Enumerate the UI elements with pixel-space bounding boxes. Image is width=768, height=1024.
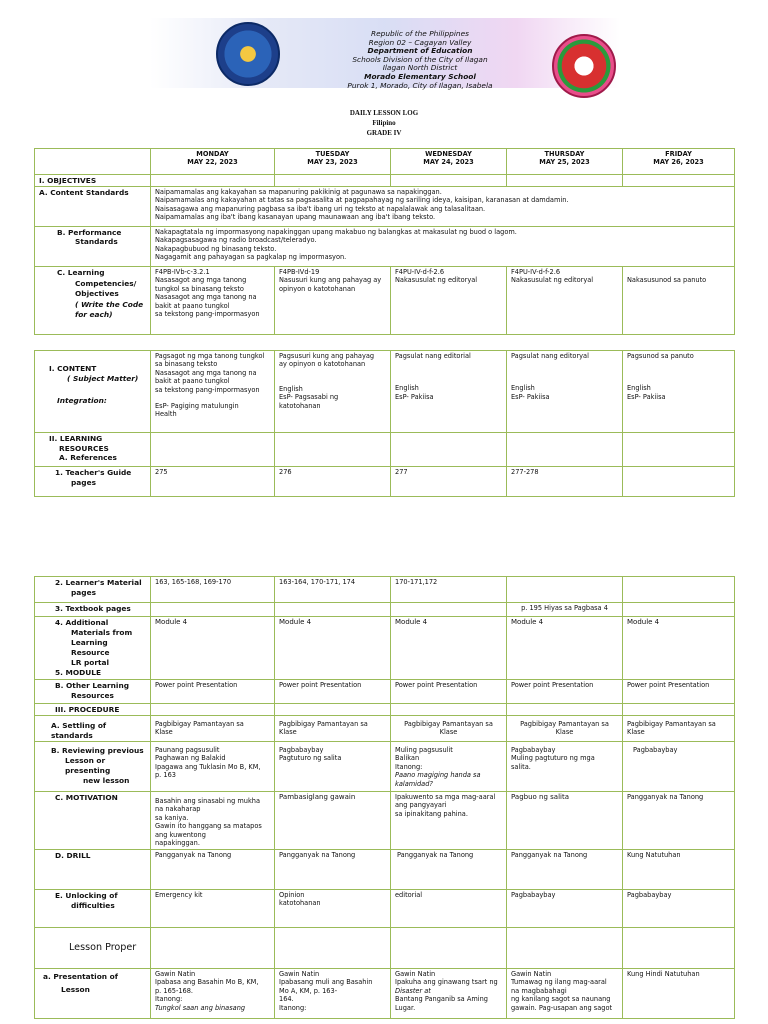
deped-division-seal-icon [216, 22, 280, 86]
content-standards-text: Naipamamalas ang kakayahan sa mapanuring pakikinig at pagunawa sa napakinggan. Naipamamalas ang kakayahan at tatas sa pagsasalita at pagpapahayag ng sariling ideya, kaisipan, karanasan at damdamin. Naisasagawa ang mapanuring pagbasa sa iba't ibang uri ng teksto at napalalawak ang talasalitaan. Naipamamalas ang iba't ibang kasanayan upang maunawaan ang iba't ibang teksto. [151, 187, 735, 227]
grade-line: GRADE IV [366, 129, 402, 137]
review-cell: Pagbabaybay Pagtuturo ng salita [275, 742, 391, 792]
competencies-row [35, 267, 735, 335]
day-header-row [35, 149, 735, 175]
learners-material-row [35, 577, 735, 603]
content-cell: Pagsulat nang editorial English EsP- Pakiisa [391, 351, 507, 433]
letterhead [0, 0, 768, 100]
header-address: Purok 1, Morado, City of Ilagan, Isabela [347, 80, 493, 90]
learners-material-label: 2. Learner's Material pages [35, 577, 151, 603]
competency-cell: F4PU-IV-d-f-2.6 Nakasusulat ng editoryal [391, 267, 507, 335]
setting-cell: Pagbibigay Pamantayan sa Klase [507, 716, 623, 742]
drill-cell: Pangganyak na Tanong [151, 850, 275, 890]
performance-standards-label: B. Performance Standards [35, 227, 151, 267]
content-standards-row [35, 187, 735, 227]
unlock-cell: Pagbabaybay [623, 890, 735, 928]
competencies-label: C. Learning Competencies/ Objectives ( Write the Code for each) [35, 267, 151, 335]
tg-pages-cell: 277 [391, 467, 507, 497]
day-header: WEDNESDAY MAY 24, 2023 [391, 149, 507, 175]
letterhead-text [300, 30, 540, 90]
additional-materials-label: 4. Additional Materials from Learning Resource LR portal 5. MODULE [35, 617, 151, 680]
motivation-cell: Ipakuwento sa mga mag-aaral ang pangyayari sa ipinakitang pahina. [391, 792, 507, 850]
competency-cell: Nakasusunod sa panuto [623, 267, 735, 335]
tg-pages-cell: 277-278 [507, 467, 623, 497]
review-cell: Muling pagsusulit Balikan Itanong: Paano magiging handa sa kalamidad? [391, 742, 507, 792]
motivation-row [35, 792, 735, 850]
presentation-cell: Kung Hindi Natutuhan [623, 969, 735, 1019]
review-cell: Pagbabaybay [623, 742, 735, 792]
performance-standards-row [35, 227, 735, 267]
unlock-cell: editorial [391, 890, 507, 928]
title-line: DAILY LESSON LOG [349, 109, 419, 117]
competency-cell: F4PU-IV-d-f-2.6 Nakasusulat ng editoryal [507, 267, 623, 335]
lesson-log-table-content [34, 350, 735, 497]
header-department: Department of Education [367, 46, 473, 56]
content-cell: Pagsusuri kung ang pahayag ay opinyon o katotohanan English EsP- Pagsasabi ng katotohanan [275, 351, 391, 433]
presentation-cell: Gawin Natin Ipakuha ang ginawang tsart ng Disaster at Bantang Panganib sa Aming Lugar. [391, 969, 507, 1019]
review-cell: Paunang pagsusulit Paghawan ng Balakid Ipagawa ang Tuklasin Mo B, KM, p. 163 [151, 742, 275, 792]
unlocking-row [35, 890, 735, 928]
lesson-proper-label: Lesson Proper [35, 928, 151, 969]
teachers-guide-row [35, 467, 735, 497]
module-cell: Module 4 [507, 617, 623, 680]
content-cell: Pagsulat nang editoryal English EsP- Pakiisa [507, 351, 623, 433]
content-cell: Pagsunod sa panuto English EsP- Pakiisa [623, 351, 735, 433]
header-line: Schools Division of the City of Ilagan [352, 54, 488, 64]
learning-resources-label: II. LEARNING RESOURCES A. References [35, 433, 151, 467]
motivation-cell: Pangganyak na Tanong [623, 792, 735, 850]
setting-cell: Pagbibigay Pamantayan sa Klase [275, 716, 391, 742]
header-school: Morado Elementary School [364, 71, 476, 81]
module-cell: Module 4 [623, 617, 735, 680]
day-header: FRIDAY MAY 26, 2023 [623, 149, 735, 175]
setting-cell: Pagbibigay Pamantayan sa Klase [623, 716, 735, 742]
other-resources-row [35, 680, 735, 704]
other-resources-cell: Power point Presentation [151, 680, 275, 704]
lm-pages-cell: 163, 165-168, 169-170 [151, 577, 275, 603]
other-resources-cell: Power point Presentation [275, 680, 391, 704]
presentation-cell: Gawin Natin Ipabasang muli ang Basahin Mo A, KM, p. 163- 164. Itanong: [275, 969, 391, 1019]
tg-pages-cell: 275 [151, 467, 275, 497]
presentation-cell: Gawin Natin Ipabasa ang Basahin Mo B, KM, p. 165-168. Itanong: Tungkol saan ang binasang [151, 969, 275, 1019]
module-cell: Module 4 [275, 617, 391, 680]
presentation-label: a. Presentation of Lesson [35, 969, 151, 1019]
other-resources-cell: Power point Presentation [623, 680, 735, 704]
module-cell: Module 4 [391, 617, 507, 680]
subject-line: Filipino [372, 119, 396, 127]
lm-pages-cell [623, 577, 735, 603]
content-standards-label: A. Content Standards [35, 187, 151, 227]
review-cell: Pagbabaybay Muling pagtuturo ng mga salita. [507, 742, 623, 792]
presentation-row [35, 969, 735, 1019]
competency-cell: F4PB-IVb-c-3.2.1 Nasasagot ang mga tanong tungkol sa binasang teksto Nasasagot ang mga tanong na bakit at paano tungkol sa tekstong pang-impormasyon [151, 267, 275, 335]
objectives-label: I. OBJECTIVES [35, 175, 151, 187]
competency-cell: F4PB-IVd-19 Nasusuri kung ang pahayag ay opinyon o katotohanan [275, 267, 391, 335]
learning-resources-row [35, 433, 735, 467]
tg-pages-cell [623, 467, 735, 497]
other-resources-label: B. Other Learning Resources [35, 680, 151, 704]
setting-standards-row [35, 716, 735, 742]
drill-cell: Pangganyak na Tanong [275, 850, 391, 890]
lesson-proper-row [35, 928, 735, 969]
tg-pages-cell: 276 [275, 467, 391, 497]
unlock-cell: Emergency kit [151, 890, 275, 928]
lesson-log-table-objectives [34, 148, 735, 335]
setting-cell: Pagbibigay Pamantayan sa Klase [151, 716, 275, 742]
other-resources-cell: Power point Presentation [391, 680, 507, 704]
unlocking-label: E. Unlocking of difficulties [35, 890, 151, 928]
unlock-cell: Pagbabaybay [507, 890, 623, 928]
performance-standards-text: Nakapagtatala ng impormasyong napakinggan upang makabuo ng balangkas at makasulat ng buod o lagom. Nakapagsasagawa ng radio broadcast/teleradyo. Nakapagbubuod ng binasang teksto. Nagagamit ang pahayagan sa pagkalap ng impormasyon. [151, 227, 735, 267]
lm-pages-cell: 170-171,172 [391, 577, 507, 603]
other-resources-cell: Power point Presentation [507, 680, 623, 704]
setting-standards-label: A. Settling of standards [35, 716, 151, 742]
content-cell: Pagsagot ng mga tanong tungkol sa binasang teksto Nasasagot ang mga tanong na bakit at paano tungkol sa tekstong pang-impormasyon EsP- Pagiging matulungin Health [151, 351, 275, 433]
content-label: I. CONTENT ( Subject Matter) Integration: [35, 351, 151, 433]
day-header: THURSDAY MAY 25, 2023 [507, 149, 623, 175]
drill-cell: Pangganyak na Tanong [391, 850, 507, 890]
day-header: TUESDAY MAY 23, 2023 [275, 149, 391, 175]
lm-pages-cell [507, 577, 623, 603]
motivation-cell: Pagbuo ng salita [507, 792, 623, 850]
procedure-label: III. PROCEDURE [35, 704, 151, 716]
lm-pages-cell: 163-164, 170-171, 174 [275, 577, 391, 603]
lesson-log-table-procedure [34, 576, 735, 1019]
additional-materials-row [35, 617, 735, 680]
teachers-guide-label: 1. Teacher's Guide pages [35, 467, 151, 497]
drill-cell: Pangganyak na Tanong [507, 850, 623, 890]
drill-label: D. DRILL [35, 850, 151, 890]
reviewing-label: B. Reviewing previous Lesson or presenting new lesson [35, 742, 151, 792]
content-row [35, 351, 735, 433]
drill-row [35, 850, 735, 890]
objectives-row [35, 175, 735, 187]
motivation-label: C. MOTIVATION [35, 792, 151, 850]
header-line: Republic of the Philippines [370, 29, 470, 38]
blank-cell [35, 149, 151, 175]
header-line: Region 02 – Cagayan Valley [368, 37, 472, 47]
presentation-cell: Gawin Natin Tumawag ng ilang mag-aaral na magbabahagi ng kanilang sagot sa naunang gawain. Pag-usapan ang sagot [507, 969, 623, 1019]
drill-cell: Kung Natutuhan [623, 850, 735, 890]
header-line: Ilagan North District [382, 63, 458, 73]
motivation-cell: Pambasiglang gawain [275, 792, 391, 850]
textbook-label: 3. Textbook pages [35, 603, 151, 617]
module-cell: Module 4 [151, 617, 275, 680]
reviewing-row [35, 742, 735, 792]
textbook-pages-cell: p. 195 Hiyas sa Pagbasa 4 [507, 603, 623, 617]
document-title [0, 108, 768, 138]
unlock-cell: Opinion katotohanan [275, 890, 391, 928]
procedure-row [35, 704, 735, 716]
motivation-cell: Basahin ang sinasabi ng mukha na nakaharap sa kaniya. Gawin ito hanggang sa matapos ang kuwentong napakinggan. [151, 792, 275, 850]
textbook-row [35, 603, 735, 617]
day-header: MONDAY MAY 22, 2023 [151, 149, 275, 175]
school-seal-icon [552, 34, 616, 98]
setting-cell: Pagbibigay Pamantayan sa Klase [391, 716, 507, 742]
